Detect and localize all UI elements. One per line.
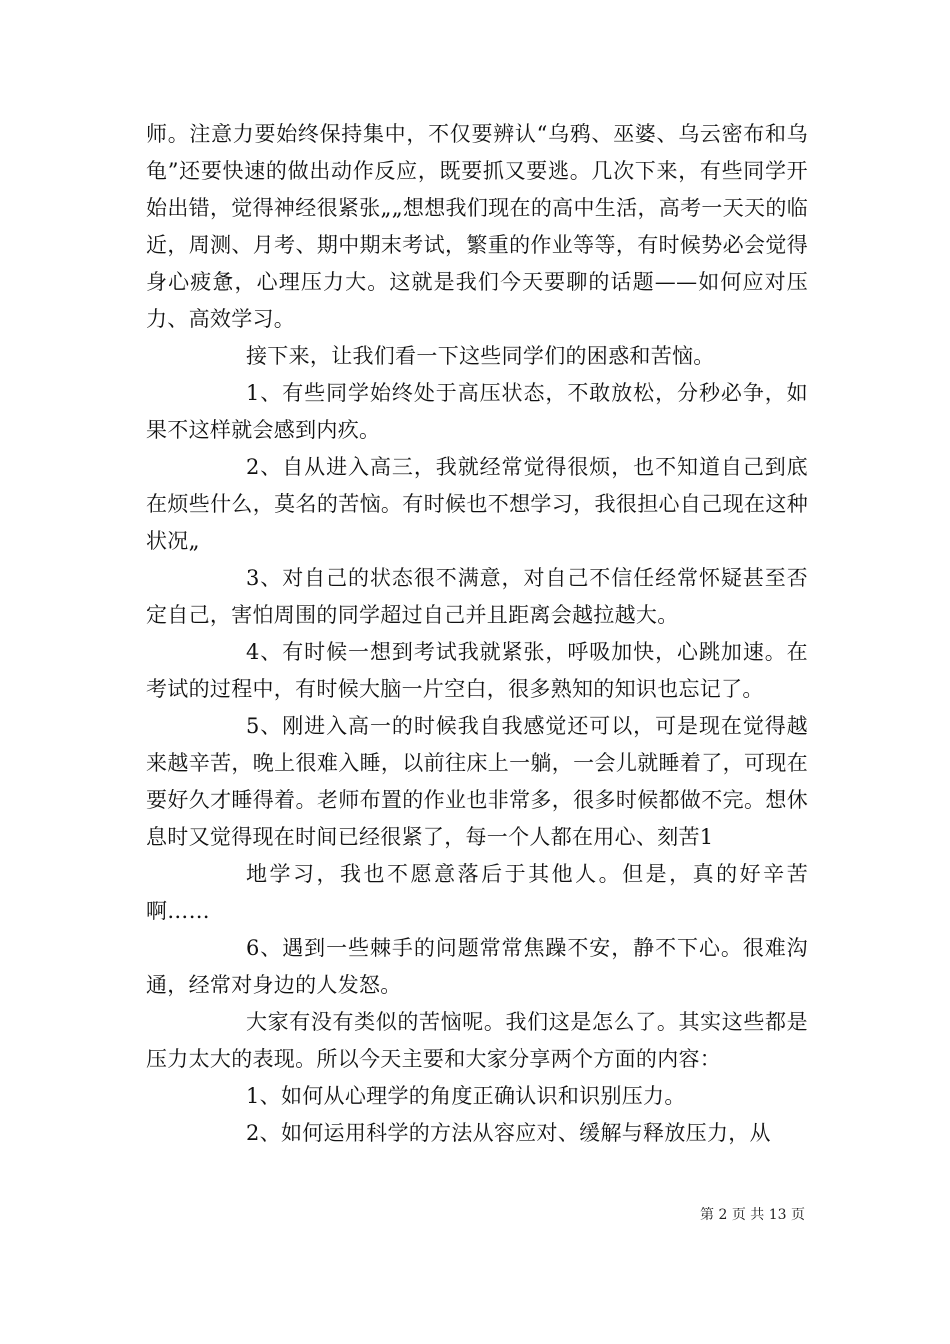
- paragraph-4: 2、自从进入高三，我就经常觉得很烦，也不知道自己到底在烦些什么，莫名的苦恼。有时候也不想学习，我很担心自己现在这种状况„: [146, 455, 808, 553]
- paragraph-1: 师。注意力要始终保持集中，不仅要辨认“乌鸦、巫婆、乌云密布和乌龟”还要快速的做出动作反应，既要抓又要逃。几次下来，有些同学开始出错，觉得神经很紧张„„想想我们现在的高中生活，高考一天天的临近，周测、月考、期中期末考试，繁重的作业等等，有时候势必会觉得身心疲惫，心理压力大。这就是我们今天要聊的话题——如何应对压力、高效学习。: [146, 122, 808, 331]
- paragraph-12: 2、如何运用科学的方法从容应对、缓解与释放压力，从: [246, 1121, 771, 1145]
- paragraph-5: 3、对自己的状态很不满意，对自己不信任经常怀疑甚至否定自己，害怕周围的同学超过自己并且距离会越拉越大。: [146, 566, 808, 627]
- paragraph-3: 1、有些同学始终处于高压状态，不敢放松，分秒必争，如果不这样就会感到内疚。: [146, 381, 808, 442]
- document-body: [146, 116, 808, 1152]
- paragraph-2: 接下来，让我们看一下这些同学们的困惑和苦恼。: [246, 344, 715, 368]
- paragraph-11: 1、如何从心理学的角度正确认识和识别压力。: [246, 1084, 686, 1108]
- paragraph-9: 6、遇到一些棘手的问题常常焦躁不安，静不下心。很难沟通，经常对身边的人发怒。: [146, 936, 808, 997]
- paragraph-8: 地学习，我也不愿意落后于其他人。但是，真的好辛苦啊……: [146, 862, 808, 923]
- paragraph-10: 大家有没有类似的苦恼呢。我们这是怎么了。其实这些都是压力太大的表现。所以今天主要和大家分享两个方面的内容：: [146, 1010, 808, 1071]
- page-number-footer: 第 2 页 共 13 页: [700, 1207, 805, 1223]
- paragraph-7: 5、刚进入高一的时候我自我感觉还可以，可是现在觉得越来越辛苦，晚上很难入睡，以前往床上一躺，一会儿就睡着了，可现在要好久才睡得着。老师布置的作业也非常多，很多时候都做不完。想休息时又觉得现在时间已经很紧了，每一个人都在用心、刻苦1: [146, 714, 808, 849]
- paragraph-6: 4、有时候一想到考试我就紧张，呼吸加快，心跳加速。在考试的过程中，有时候大脑一片空白，很多熟知的知识也忘记了。: [146, 640, 808, 701]
